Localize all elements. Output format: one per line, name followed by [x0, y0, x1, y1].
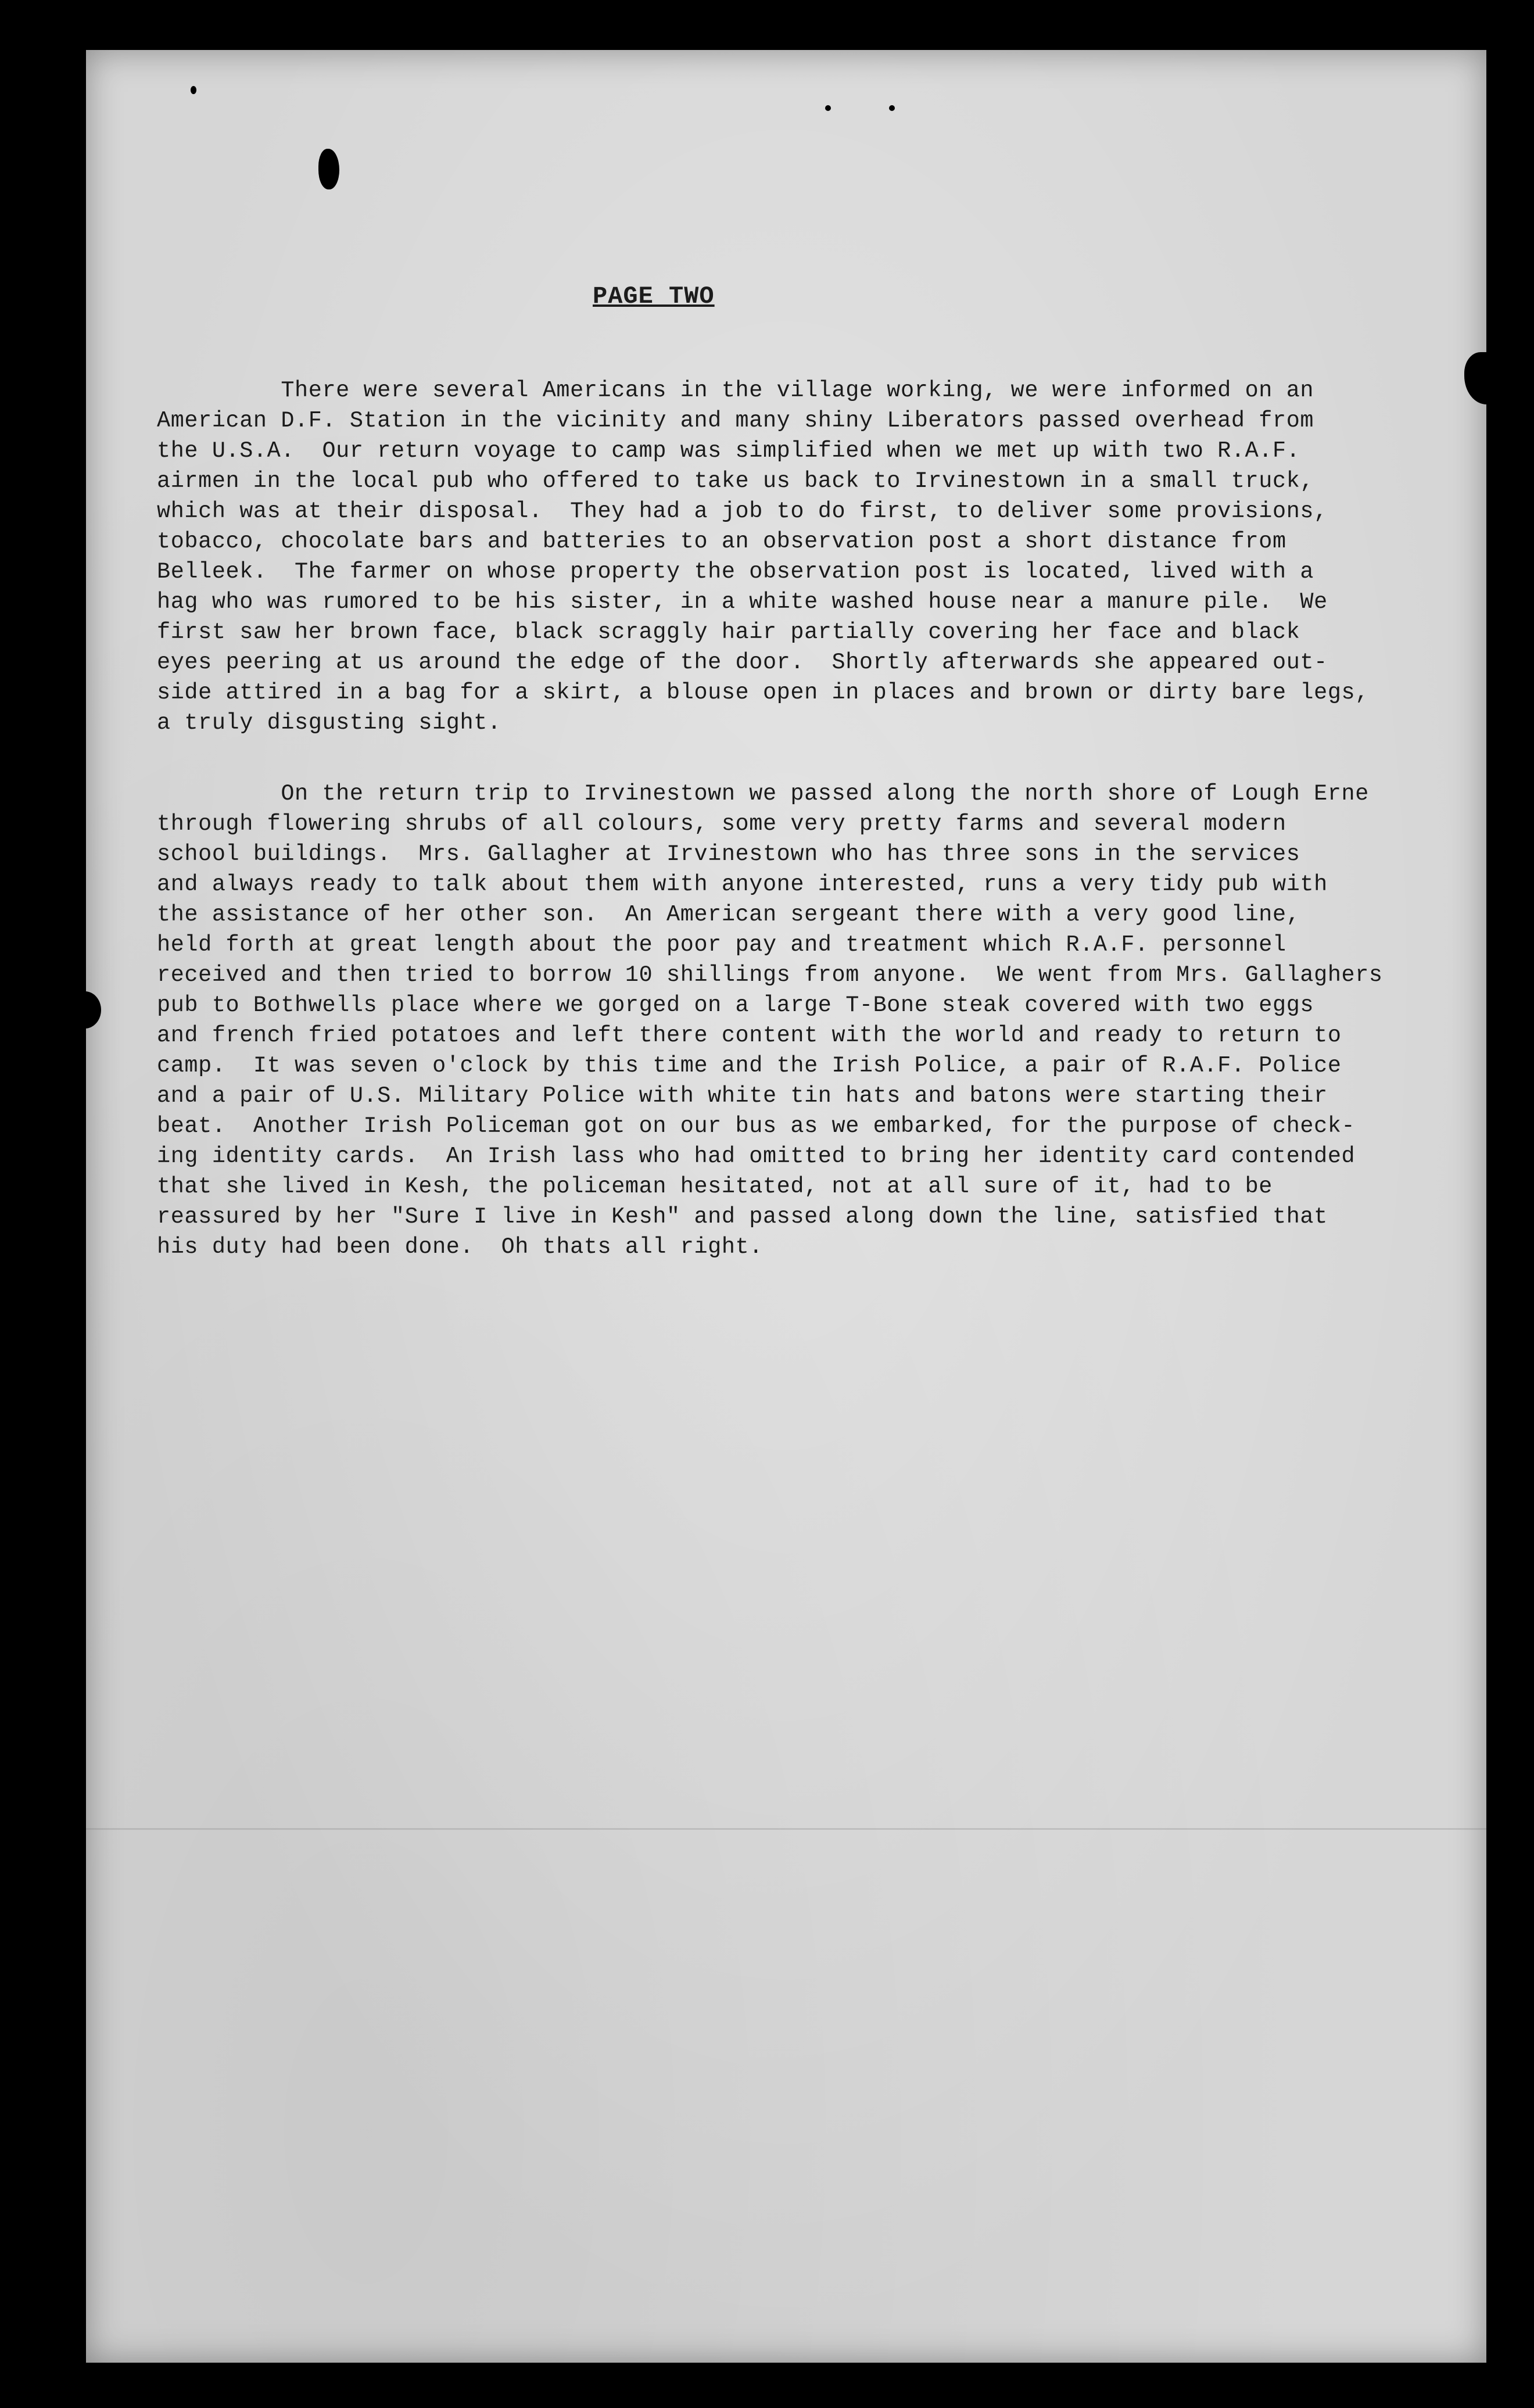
text-line: ing identity cards. An Irish lass who had omitted to bring her identity card contended	[157, 1144, 1356, 1169]
text-line: American D.F. Station in the vicinity and many shiny Liberators passed overhead from	[157, 408, 1314, 433]
text-line: and french fried potatoes and left there content with the world and ready to return to	[157, 1023, 1342, 1048]
text-line: the assistance of her other son. An American sergeant there with a very good line,	[157, 902, 1300, 927]
torn-edge	[1464, 352, 1505, 404]
text-line: and always ready to talk about them with anyone interested, runs a very tidy pub with	[157, 872, 1328, 897]
text-line: reassured by her "Sure I live in Kesh" and passed along down the line, satisfied that	[157, 1204, 1328, 1230]
text-line: the U.S.A. Our return voyage to camp was simplified when we met up with two R.A.F.	[157, 438, 1300, 464]
text-line: held forth at great length about the poor pay and treatment which R.A.F. personnel	[157, 932, 1286, 958]
text-line: airmen in the local pub who offered to take us back to Irvinestown in a small truck,	[157, 468, 1314, 494]
text-line: side attired in a bag for a skirt, a blouse open in places and brown or dirty bare legs,	[157, 680, 1369, 705]
text-line: that she lived in Kesh, the policeman hesitated, not at all sure of it, had to be	[157, 1174, 1273, 1199]
text-line: On the return trip to Irvinestown we passed along the north shore of Lough Erne	[157, 781, 1369, 807]
text-line: school buildings. Mrs. Gallagher at Irvinestown who has three sons in the services	[157, 841, 1300, 867]
text-line: There were several Americans in the village working, we were informed on an	[157, 378, 1314, 403]
ink-speck	[191, 86, 196, 94]
text-line: eyes peering at us around the edge of the door. Shortly afterwards she appeared out-	[157, 650, 1328, 675]
text-line: first saw her brown face, black scraggly hair partially covering her face and black	[157, 619, 1300, 645]
punch-hole	[69, 991, 101, 1029]
ink-blot	[318, 149, 339, 189]
paragraph-2	[157, 779, 1458, 1262]
report-body	[157, 375, 1458, 1303]
text-line: tobacco, chocolate bars and batteries to an observation post a short distance from	[157, 529, 1286, 554]
text-line: through flowering shrubs of all colours, some very pretty farms and several modern	[157, 811, 1286, 837]
text-line: received and then tried to borrow 10 shillings from anyone. We went from Mrs. Gallaghers	[157, 962, 1383, 988]
text-line: a truly disgusting sight.	[157, 710, 501, 736]
text-line: his duty had been done. Oh thats all right.	[157, 1234, 763, 1260]
fold-crease	[86, 1828, 1486, 1830]
paragraph-1	[157, 375, 1458, 738]
ink-speck	[889, 105, 895, 111]
text-line: hag who was rumored to be his sister, in a white washed house near a manure pile. We	[157, 589, 1328, 615]
ink-speck	[825, 105, 831, 111]
page-title: PAGE TWO	[593, 282, 715, 310]
text-line: which was at their disposal. They had a job to do first, to deliver some provisions,	[157, 499, 1328, 524]
text-line: camp. It was seven o'clock by this time and the Irish Police, a pair of R.A.F. Police	[157, 1053, 1342, 1078]
text-line: beat. Another Irish Policeman got on our bus as we embarked, for the purpose of check-	[157, 1113, 1356, 1139]
typewritten-page	[86, 50, 1486, 2363]
text-line: and a pair of U.S. Military Police with white tin hats and batons were starting their	[157, 1083, 1328, 1109]
text-line: Belleek. The farmer on whose property the observation post is located, lived with a	[157, 559, 1314, 585]
text-line: pub to Bothwells place where we gorged on a large T-Bone steak covered with two eggs	[157, 992, 1314, 1018]
